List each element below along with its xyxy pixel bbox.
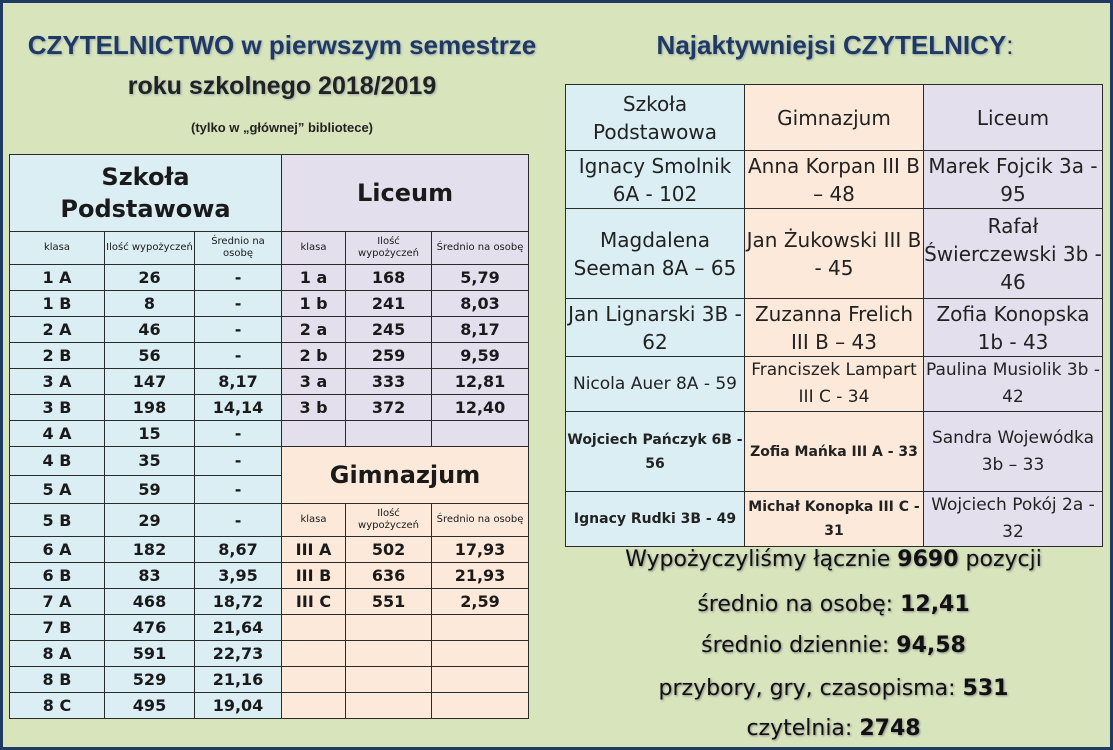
table-row: 3 B 198 14,14 3 b 372 12,40 (10, 395, 529, 421)
sp-col-avg: Średnio na osobę (195, 232, 282, 265)
empty-cell (282, 421, 346, 447)
empty-cell (282, 615, 346, 641)
empty-cell (282, 667, 346, 693)
table-row: 6 B 83 3,95 III B 636 21,93 (10, 563, 529, 589)
gim-col-count: Ilość wypożyczeń (346, 504, 432, 537)
table-row: 2 B 56 - 2 b 259 9,59 (10, 343, 529, 369)
gim-col-class: klasa (282, 504, 346, 537)
table-row: 1 A 26 - 1 a 168 5,79 (10, 265, 529, 291)
table-row: 5 A 59 - (10, 475, 529, 504)
table-row: Ignacy Smolnik 6A - 102 Anna Korpan III B – 48 Marek Fojcik 3a - 95 (566, 151, 1103, 209)
table-row: 1 B 8 - 1 b 241 8,03 (10, 291, 529, 317)
stats-table (9, 154, 529, 719)
empty-cell (346, 693, 432, 719)
empty-cell (432, 421, 529, 447)
table-row: 3 A 147 8,17 3 a 333 12,81 (10, 369, 529, 395)
gim-col-avg: Średnio na osobę (432, 504, 529, 537)
table-row: 4 B 35 - Gimnazjum (10, 447, 529, 476)
empty-cell (282, 693, 346, 719)
empty-cell (346, 667, 432, 693)
sp-col-class: klasa (10, 232, 105, 265)
empty-cell (432, 615, 529, 641)
table-row: 8 A 591 22,73 (10, 641, 529, 667)
empty-cell (346, 421, 432, 447)
stat-daily: średnio dziennie: 94,58 (701, 633, 966, 658)
stat-total: Wypożyczyliśmy łącznie 9690 pozycji (625, 547, 1042, 572)
table-row: Ignacy Rudki 3B - 49 Michał Konopka III C - 31 Wojciech Pokój 2a - 32 (566, 492, 1103, 547)
table-row: Jan Lignarski 3B - 62 Zuzanna Frelich III B – 43 Zofia Konopska 1b - 43 (566, 299, 1103, 357)
sp-col-count: Ilość wypożyczeń (105, 232, 195, 265)
top-readers-table (565, 84, 1103, 547)
readers-col-gim: Gimnazjum (745, 85, 924, 151)
empty-cell (346, 615, 432, 641)
table-row: Nicola Auer 8A - 59 Franciszek Lampart III C - 34 Paulina Musiolik 3b - 42 (566, 357, 1103, 412)
table-row: 2 A 46 - 2 a 245 8,17 (10, 317, 529, 343)
gimnazjum-header: Gimnazjum (282, 447, 529, 504)
table-row: Wojciech Pańczyk 6B - 56 Zofia Mańka III A - 33 Sandra Wojewódka 3b – 33 (566, 412, 1103, 492)
empty-cell (346, 641, 432, 667)
stat-per-person: średnio na osobę: 12,41 (697, 592, 970, 617)
stat-reading-room: czytelnia: 2748 (746, 716, 921, 741)
lo-col-count: Ilość wypożyczeń (346, 232, 432, 265)
table-row: 6 A 182 8,67 III A 502 17,93 (10, 537, 529, 563)
lo-col-avg: Średnio na osobę (432, 232, 529, 265)
lo-col-class: klasa (282, 232, 346, 265)
table-row: 4 A 15 - (10, 421, 529, 447)
empty-cell (432, 641, 529, 667)
empty-cell (282, 641, 346, 667)
page-subtitle: roku szkolnego 2018/2019 (127, 72, 437, 100)
table-row: 8 B 529 21,16 (10, 667, 529, 693)
table-row: 5 B 29 - klasa Ilość wypożyczeń Średnio na osobę (10, 504, 529, 537)
liceum-header: Liceum (282, 155, 529, 232)
page-title: CZYTELNICTWO w pierwszym semestrze (27, 30, 537, 60)
readers-col-sp: Szkoła Podstawowa (566, 85, 745, 151)
empty-cell (432, 693, 529, 719)
table-row: 8 C 495 19,04 (10, 693, 529, 719)
stat-other-items: przybory, gry, czasopisma: 531 (658, 676, 1009, 701)
table-row: Magdalena Seeman 8A – 65 Jan Żukowski III B - 45 Rafał Świerczewski 3b - 46 (566, 209, 1103, 299)
table-row: 7 A 468 18,72 III C 551 2,59 (10, 589, 529, 615)
readers-title: Najaktywniejsi CZYTELNICY: (656, 30, 1014, 60)
sp-header: Szkoła Podstawowa (10, 155, 282, 232)
scope-note: (tylko w „głównej” bibliotece) (190, 120, 373, 135)
table-row: 7 B 476 21,64 (10, 615, 529, 641)
empty-cell (432, 667, 529, 693)
readers-col-lo: Liceum (924, 85, 1103, 151)
